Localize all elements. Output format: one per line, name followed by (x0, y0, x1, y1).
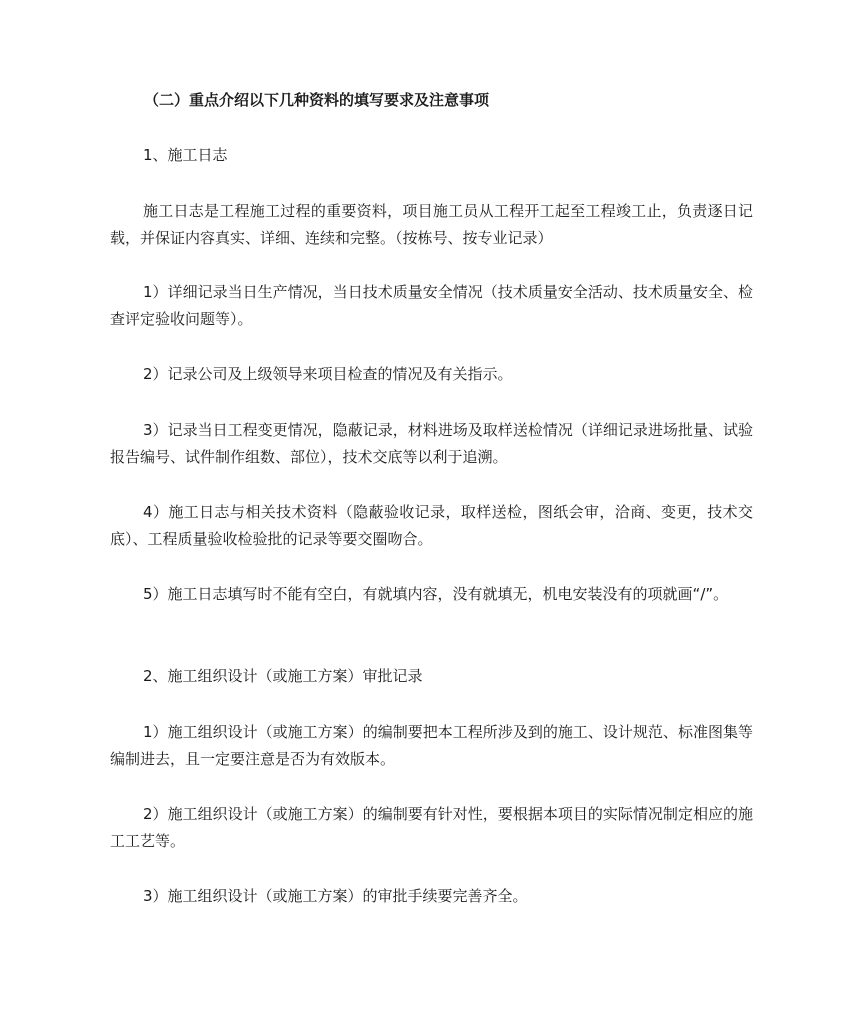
paragraph-log-item-5: 5）施工日志填写时不能有空白，有就填内容，没有就填无，机电安装没有的项就画“/”。 (143, 585, 729, 603)
paragraph-construction-log-intro: 施工日志是工程施工过程的重要资料，项目施工员从工程开工起至工程竣工止，负责逐日记载，并保证内容真实、详细、连续和完整。（按栋号、按专业记录） (110, 202, 753, 247)
paragraph-design-item-2: 2）施工组织设计（或施工方案）的编制要有针对性，要根据本项目的实际情况制定相应的施工工艺等。 (110, 805, 753, 850)
section-heading: （二）重点介绍以下几种资料的填写要求及注意事项 (144, 91, 490, 109)
paragraph-design-item-3: 3）施工组织设计（或施工方案）的审批手续要完善齐全。 (143, 887, 528, 905)
subsection-title-construction-log: 1、施工日志 (143, 146, 228, 164)
paragraph-log-item-1: 1）详细记录当日生产情况，当日技术质量安全情况（技术质量安全活动、技术质量安全、检查评定验收问题等）。 (110, 283, 753, 328)
paragraph-log-item-2: 2）记录公司及上级领导来项目检查的情况及有关指示。 (143, 365, 513, 383)
subsection-title-organization-design: 2、施工组织设计（或施工方案）审批记录 (143, 667, 423, 685)
paragraph-log-item-3: 3）记录当日工程变更情况，隐蔽记录，材料进场及取样送检情况（详细记录进场批量、试验报告编号、试件制作组数、部位），技术交底等以利于追溯。 (110, 421, 753, 466)
paragraph-design-item-1: 1）施工组织设计（或施工方案）的编制要把本工程所涉及到的施工、设计规范、标准图集等编制进去，且一定要注意是否为有效版本。 (110, 723, 753, 768)
paragraph-log-item-4: 4）施工日志与相关技术资料（隐蔽验收记录，取样送检，图纸会审，洽商、变更，技术交底）、工程质量验收检验批的记录等要交圈吻合。 (110, 503, 753, 548)
